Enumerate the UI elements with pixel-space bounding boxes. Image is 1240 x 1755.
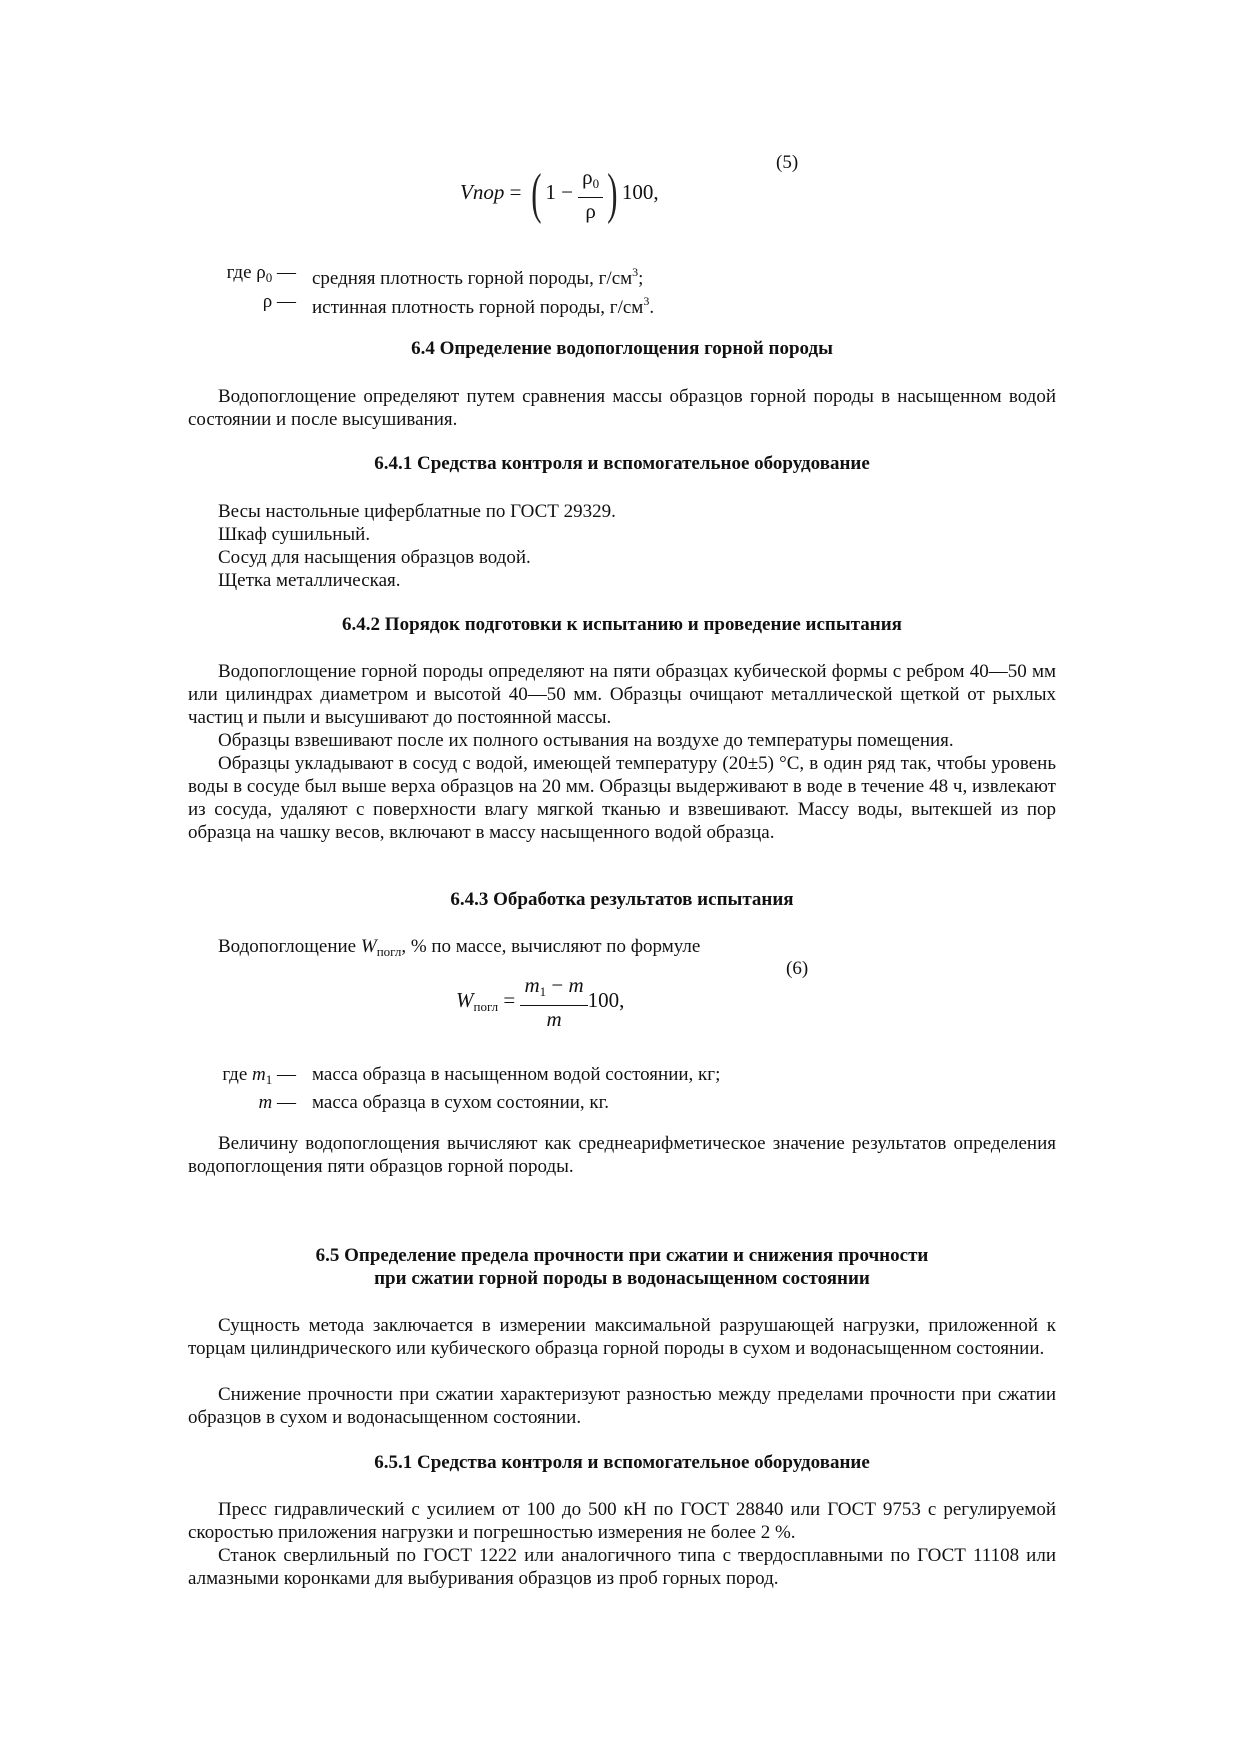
paragraph: Пресс гидравлический с усилием от 100 до 500 кН по ГОСТ 28840 или ГОСТ 9753 с регулируемой скоростью приложения нагрузки и погрешностью измерения не более 2 %.	[188, 1499, 1056, 1543]
legend-eq6	[188, 1063, 720, 1119]
legend-row: ρ — истинная плотность горной породы, $г/см^3$.	[262, 291, 655, 318]
formula-equals: =	[509, 179, 522, 204]
legend-row: где $\rho_0$ — средняя плотность горной породы, $г/см^3$;	[226, 262, 644, 289]
section-title: 6.4.1 Средства контроля и вспомогательное оборудование	[374, 453, 870, 474]
paragraph: Величину водопоглощения вычисляют как среднеарифметическое значение результатов определения водопоглощения пяти образцов горной породы.	[188, 1133, 1056, 1177]
legend-row: где $m_1$ — масса образца в насыщенном водой состоянии, кг;	[222, 1064, 721, 1087]
list-item: Щетка металлическая.	[218, 570, 401, 591]
paragraph: Снижение прочности при сжатии характеризуют разностью между пределами прочности при сжатии образцов в сухом и водонасыщенном состоянии.	[188, 1384, 1056, 1428]
formula-lhs: W	[456, 987, 474, 1012]
paragraph: Водопоглощение определяют путем сравнения массы образцов горной породы в насыщенном водой состоянии и после высушивания.	[188, 386, 1056, 430]
fraction-denominator: ρ	[585, 199, 596, 223]
formula-one: 1	[545, 179, 556, 204]
fraction-numerator: $\rho_0$	[578, 164, 603, 198]
list-item: Весы настольные циферблатные по ГОСТ 29329.	[218, 501, 616, 522]
paragraph: Образцы укладывают в сосуд с водой, имеющей температуру (20±5) °С, в один ряд так, чтобы уровень воды в сосуде был выше верха образцов на 20 мм. Образцы выдерживают в воде в течение 48 ч, извлекают из сосуда, удаляют с поверхности влагу мягкой тканью и взвешивают. Массу воды, вытекшей из пор образца на чашку весов, включают в массу насыщенного водой образца.	[188, 753, 1056, 843]
legend-row: m — масса образца в сухом состоянии, кг.	[258, 1092, 610, 1113]
left-paren-glyph: (	[530, 163, 542, 225]
paragraph: Водопоглощение горной породы определяют на пяти образцах кубической формы с ребром 40—50 мм или цилиндрах диаметром и высотой 40—50 мм. Образцы очищают металлической щеткой от рыхлых частиц и пыли и высушивают до постоянной массы.	[188, 661, 1056, 728]
formula-fraction	[578, 164, 603, 224]
equation-number: (5)	[776, 152, 799, 173]
paragraph: Сущность метода заключается в измерении максимальной разрушающей нагрузки, приложенной к торцам цилиндрического или кубического образца горной породы в сухом и водонасыщенном состоянии.	[188, 1315, 1056, 1359]
formula-minus: −	[561, 179, 573, 204]
section-title: 6.5.1 Средства контроля и вспомогательное оборудование	[374, 1452, 870, 1473]
formula-tail: 100,	[587, 987, 625, 1012]
formula-lhs: Vпор	[460, 179, 505, 204]
formula-tail: 100,	[621, 179, 659, 204]
legend-eq5	[188, 261, 654, 319]
formula-porosity	[460, 164, 659, 224]
section-title: 6.4 Определение водопоглощения горной породы	[411, 338, 833, 359]
list-item: Сосуд для насыщения образцов водой.	[218, 547, 531, 568]
paragraph: Образцы взвешивают после их полного остывания на воздухе до температуры помещения.	[218, 730, 954, 751]
section-title: 6.4.2 Порядок подготовки к испытанию и проведение испытания	[342, 614, 902, 635]
fraction-numerator: $m_1 - m$	[520, 972, 587, 1006]
formula-equals: =	[503, 987, 516, 1012]
formula-fraction	[520, 972, 587, 1032]
right-paren-glyph: )	[607, 163, 618, 225]
paragraph: Станок сверлильный по ГОСТ 1222 или аналогичного типа с твердосплавными по ГОСТ 11108 или алмазными коронками для выбуривания образцов из проб горных пород.	[188, 1545, 1056, 1589]
section-title: 6.4.3 Обработка результатов испытания	[450, 889, 794, 910]
section-title: при сжатии горной породы в водонасыщенном состоянии	[374, 1268, 870, 1289]
fraction-denominator: m	[546, 1007, 562, 1031]
section-title: 6.5 Определение предела прочности при сжатии и снижения прочности	[315, 1245, 929, 1266]
formula-intro: Водопоглощение $W_{погл}$, % по массе, вычисляют по формуле	[218, 936, 701, 959]
equation-number: (6)	[786, 958, 809, 979]
list-item: Шкаф сушильный.	[218, 524, 371, 545]
formula-water-absorption: $W_{погл}$ = $\frac{m_1 - m}{m}$ 100,	[456, 973, 625, 1031]
